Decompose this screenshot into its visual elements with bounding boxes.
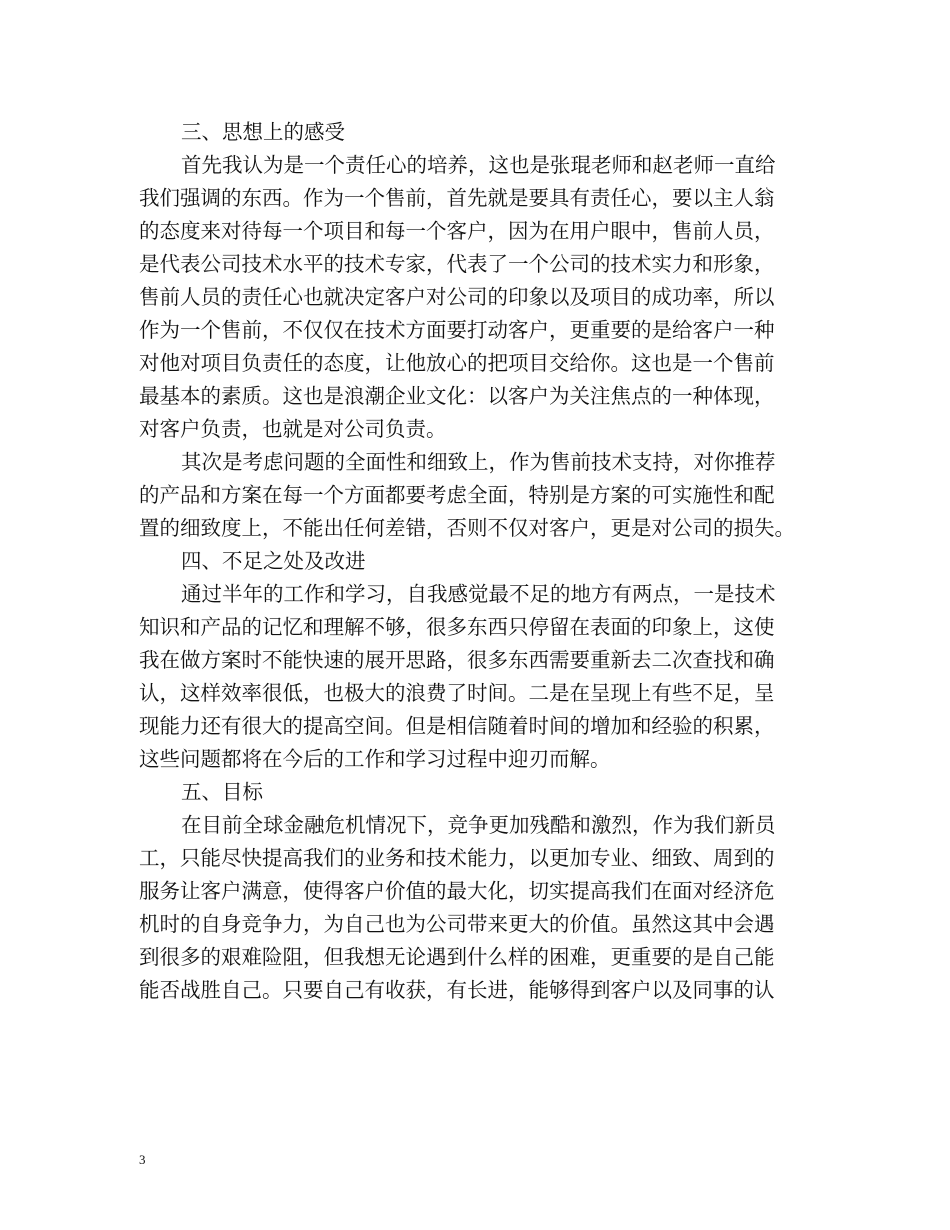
heading-section-four: 四、不足之处及改进 — [181, 549, 366, 573]
paragraph-line: 通过半年的工作和学习，自我感觉最不足的地方有两点，一是技术 — [181, 582, 776, 606]
paragraph-line: 到很多的艰难险阻，但我想无论遇到什么样的困难，更重要的是自己能 — [139, 945, 775, 969]
paragraph-line: 最基本的素质。这也是浪潮企业文化：以客户为关注焦点的一种体现， — [139, 384, 775, 408]
page-number: 3 — [139, 1152, 146, 1167]
paragraph-line: 认，这样效率很低，也极大的浪费了时间。二是在呈现上有些不足，呈 — [139, 681, 775, 705]
paragraph-line: 作为一个售前，不仅仅在技术方面要打动客户，更重要的是给客户一种 — [139, 318, 775, 342]
paragraph-line: 的产品和方案在每一个方面都要考虑全面，特别是方案的可实施性和配 — [139, 483, 775, 507]
paragraph-line: 在目前全球金融危机情况下，竞争更加残酷和激烈，作为我们新员 — [181, 813, 776, 837]
paragraph-line: 我在做方案时不能快速的展开思路，很多东西需要重新去二次查找和确 — [139, 648, 775, 672]
heading-section-five: 五、目标 — [181, 780, 263, 804]
heading-section-three: 三、思想上的感受 — [181, 120, 345, 144]
paragraph-line: 首先我认为是一个责任心的培养，这也是张琨老师和赵老师一直给 — [181, 153, 776, 177]
paragraph-line: 工，只能尽快提高我们的业务和技术能力，以更加专业、细致、周到的 — [139, 846, 775, 870]
paragraph-line: 能否战胜自己。只要自己有收获，有长进，能够得到客户以及同事的认 — [139, 978, 775, 1002]
paragraph-line: 售前人员的责任心也就决定客户对公司的印象以及项目的成功率，所以 — [139, 285, 775, 309]
paragraph-line: 对他对项目负责任的态度，让他放心的把项目交给你。这也是一个售前 — [139, 351, 775, 375]
paragraph-line: 现能力还有很大的提高空间。但是相信随着时间的增加和经验的积累， — [139, 714, 775, 738]
paragraph-line: 机时的自身竞争力，为自己也为公司带来更大的价值。虽然这其中会遇 — [139, 912, 775, 936]
paragraph-line: 服务让客户满意，使得客户价值的最大化，切实提高我们在面对经济危 — [139, 879, 775, 903]
paragraph-line: 是代表公司技术水平的技术专家，代表了一个公司的技术实力和形象， — [139, 252, 775, 276]
paragraph-line: 其次是考虑问题的全面性和细致上，作为售前技术支持，对你推荐 — [181, 450, 776, 474]
paragraph-line: 的态度来对待每一个项目和每一个客户，因为在用户眼中，售前人员， — [139, 219, 775, 243]
paragraph-line: 对客户负责，也就是对公司负责。 — [139, 417, 447, 441]
paragraph-line: 知识和产品的记忆和理解不够，很多东西只停留在表面的印象上，这使 — [139, 615, 775, 639]
paragraph-line: 这些问题都将在今后的工作和学习过程中迎刃而解。 — [139, 747, 611, 771]
paragraph-line: 置的细致度上，不能出任何差错，否则不仅对客户，更是对公司的损失。 — [139, 516, 795, 540]
paragraph-line: 我们强调的东西。作为一个售前，首先就是要具有责任心，要以主人翁 — [139, 186, 775, 210]
